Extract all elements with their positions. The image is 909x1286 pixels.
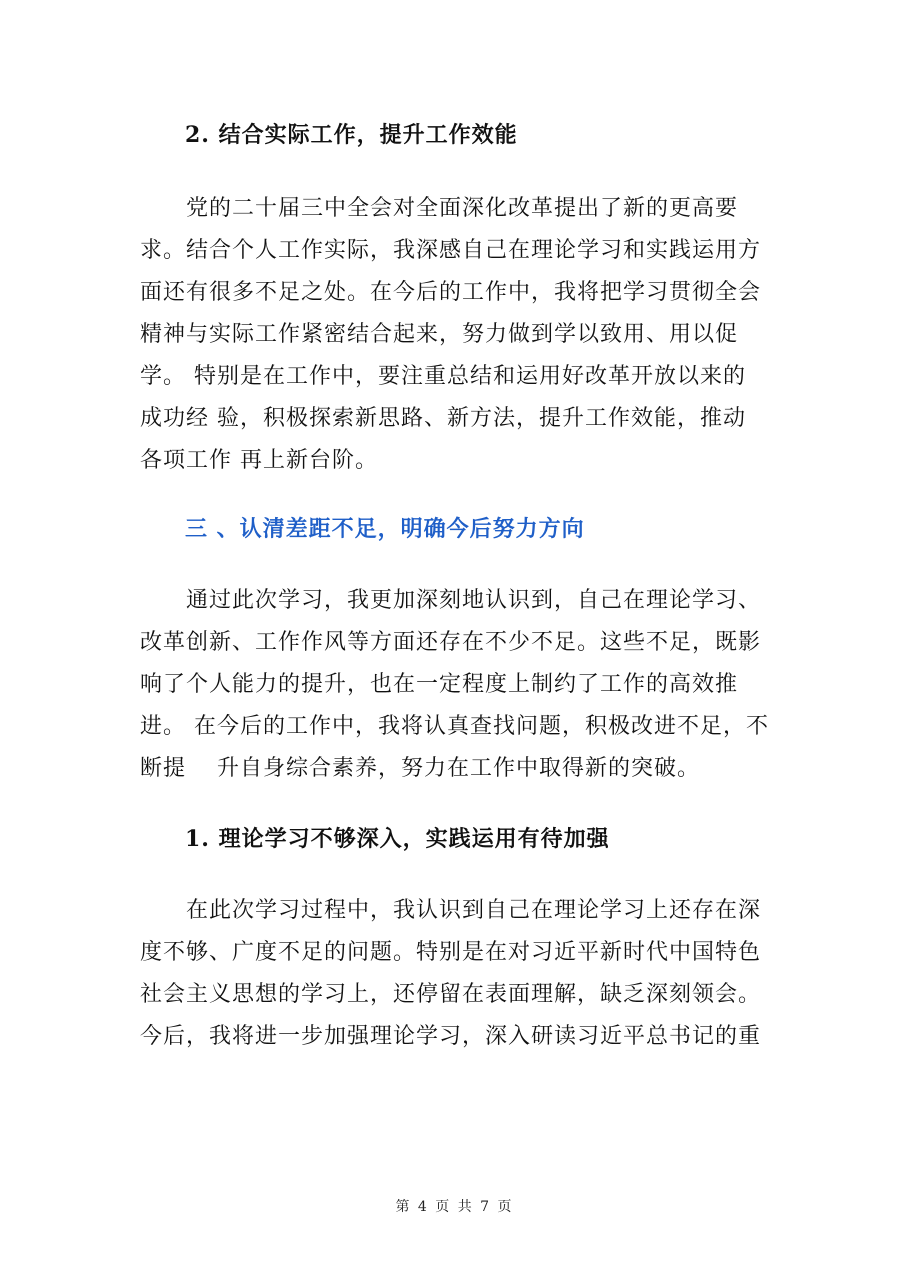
paragraph-line: 进。 在今后的工作中，我将认真查找问题，积极改进不足，不 [140, 714, 769, 739]
paragraph-2 [140, 580, 780, 790]
paragraph-1 [140, 188, 780, 482]
paragraph-line: 精神与实际工作紧密结合起来，努力做到学以致用、用以促 [140, 322, 739, 347]
paragraph-line: 面还有很多不足之处。在今后的工作中，我将把学习贯彻全会 [140, 280, 762, 305]
paragraph-line: 通过此次学习，我更加深刻地认识到，自己在理论学习、 [140, 588, 762, 613]
paragraph-3 [140, 890, 780, 1058]
paragraph-line: 求。结合个人工作实际，我深感自己在理论学习和实践运用方 [140, 238, 762, 263]
paragraph-line: 今后，我将进一步加强理论学习，深入研读习近平总书记的重 [140, 1024, 762, 1049]
section-heading-2: 2. 结合实际工作，提升工作效能 [185, 122, 518, 148]
paragraph-line: 度不够、广度不足的问题。特别是在对习近平新时代中国特色 [140, 940, 762, 965]
page-number-footer: 第 4 页 共 7 页 [395, 1199, 514, 1215]
paragraph-line: 各项工作 再上新台阶。 [140, 448, 378, 473]
paragraph-line: 在此次学习过程中，我认识到自己在理论学习上还存在深 [140, 898, 762, 923]
paragraph-line: 成功经 验，积极探索新思路、新方法，提升工作效能，推动 [140, 406, 746, 431]
paragraph-line: 社会主义思想的学习上，还停留在表面理解，缺乏深刻领会。 [140, 982, 762, 1007]
paragraph-line: 改革创新、工作作风等方面还存在不少不足。这些不足，既影 [140, 630, 762, 655]
paragraph-line: 学。 特别是在工作中，要注重总结和运用好改革开放以来的 [140, 364, 746, 389]
paragraph-line: 响了个人能力的提升，也在一定程度上制约了工作的高效推 [140, 672, 739, 697]
paragraph-line: 断提 升自身综合素养，努力在工作中取得新的突破。 [140, 756, 700, 781]
section-heading-3: 三 、认清差距不足，明确今后努力方向 [185, 516, 585, 542]
section-heading-3-1: 1. 理论学习不够深入，实践运用有待加强 [185, 826, 610, 852]
paragraph-line: 党的二十届三中全会对全面深化改革提出了新的更高要 [140, 196, 739, 221]
